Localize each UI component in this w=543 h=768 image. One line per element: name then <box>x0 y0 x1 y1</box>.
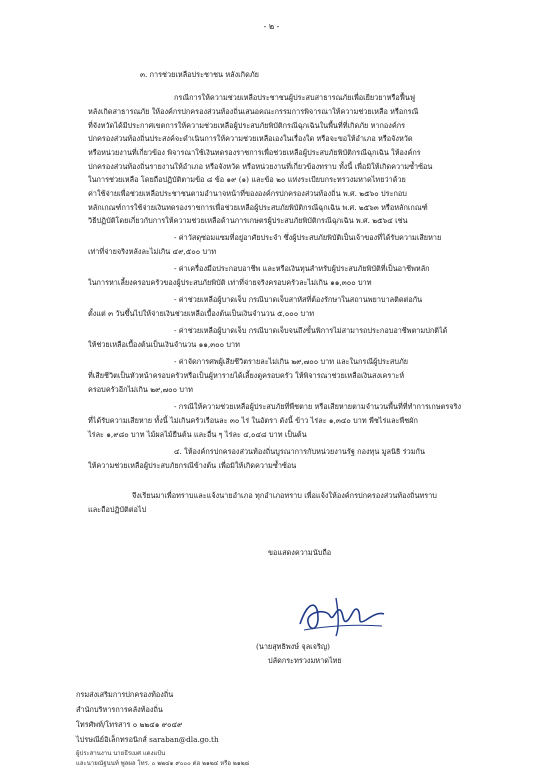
body-line: ให้ความช่วยเหลือผู้ประสบภัยกรณีข้างต้น เพื่อมิให้เกิดความซ้ำซ้อน <box>88 461 297 470</box>
body-line: - กรณีให้ความช่วยเหลือผู้ประสบภัยที่พืชตาย หรือเสียหายตามจำนวนพื้นที่ที่ทำการเกษตรจริง <box>174 402 462 411</box>
footer-contact: และนายณัฐนนท์ พูลผล โทร. ๐ ๒๒๔๑ ๙๐๐๐ ต่อ ๒๑๒๔ หรือ ๒๑๒๘ <box>76 760 250 767</box>
body-line: ที่ได้รับความเสียหาย ทั้งนี้ ไม่เกินครัวเรือนละ ๓๐ ไร่ ในอัตรา ดังนี้ ข้าว ไร่ละ ๑,๓๔๐ บาท พืชไร่และพืชผัก <box>88 416 418 425</box>
body-line: - ค่าจัดการศพผู้เสียชีวิตรายละไม่เกิน ๒๙,๗๐๐ บาท และในกรณีผู้ประสบภัย <box>174 357 409 366</box>
section-heading: ๓. การช่วยเหลือประชาชน หลังเกิดภัย <box>140 70 259 79</box>
body-line: ตั้งแต่ ๓ วันขึ้นไปให้จ่ายเงินช่วยเหลือเบื้องต้นเป็นเงินจำนวน ๕,๐๐๐ บาท <box>88 309 315 318</box>
body-line: - ค่าช่วยเหลือผู้บาดเจ็บ กรณีบาดเจ็บจนถึงขั้นพิการไม่สามารถประกอบอาชีพตามปกติได้ <box>174 326 448 335</box>
page-number: - ๒ - <box>263 22 280 31</box>
body-line: ในการช่วยเหลือ โดยถือปฏิบัติตามข้อ ๘ ข้อ ๑๙ (๑) และข้อ ๒๐ แห่งระเบียบกระทรวงมหาดไทยว่าด้วย <box>88 175 406 184</box>
body-line: จึงเรียนมาเพื่อทราบและแจ้งนายอำเภอ ทุกอำเภอทราบ เพื่อแจ้งให้องค์กรปกครองส่วนท้องถิ่นทราบ <box>132 491 437 500</box>
body-line: ให้ช่วยเหลือเบื้องต้นเป็นเงินจำนวน ๑๑,๓๐๐ บาท <box>88 340 240 349</box>
footer-phone: โทรศัพท์/โทรสาร ๐ ๒๒๔๑ ๙๐๔๙ <box>76 720 183 729</box>
signer-name: (นายสุทธิพงษ์ จุลเจริญ) <box>256 642 330 651</box>
body-line: ๔. ให้องค์กรปกครองส่วนท้องถิ่นบูรณาการกับหน่วยงานรัฐ กองทุน มูลนิธิ ร่วมกัน <box>174 447 425 456</box>
body-line: - ค่าวัสดุซ่อมแซมที่อยู่อาศัยประจำ ซึ่งผู้ประสบภัยพิบัติเป็นเจ้าของที่ได้รับความเสียหาย <box>174 233 442 242</box>
footer-department: กรมส่งเสริมการปกครองท้องถิ่น <box>76 690 174 699</box>
body-line: กรณีการให้ความช่วยเหลือประชาชนผู้ประสบสาธารณภัยเพื่อเยียวยาหรือฟื้นฟู <box>174 93 416 102</box>
body-line: และถือปฏิบัติต่อไป <box>88 505 147 514</box>
body-line: ปกครองส่วนท้องถิ่นรายงานให้อำเภอ หรือจังหวัด หรือหน่วยงานที่เกี่ยวข้องทราบ ทั้งนี้ เพื่อมิให้เกิดความซ้ำซ้อน <box>88 162 433 171</box>
body-line: หรือหน่วยงานที่เกี่ยวข้อง พิจารณาใช้เงินทดรองราชการเพื่อช่วยเหลือผู้ประสบภัยพิบัติกรณีฉุกเฉิน ให้องค์กร <box>88 148 421 157</box>
body-line: - ค่าช่วยเหลือผู้บาดเจ็บ กรณีบาดเจ็บสาหัสที่ต้องรักษาในสถานพยาบาลติดต่อกัน <box>174 295 423 304</box>
footer-email: ไปรษณีย์อิเล็กทรอนิกส์ saraban@dla.go.th <box>76 735 219 744</box>
body-line: ในการหาเลี้ยงครอบครัวของผู้ประสบภัยพิบัติ เท่าที่จ่ายจริงครอบครัวละไม่เกิน ๑๑,๓๐๐ บาท <box>88 278 372 287</box>
body-line: ค่าใช้จ่ายเพื่อช่วยเหลือประชาชนตามอำนาจหน้าที่ขององค์กรปกครองส่วนท้องถิ่น พ.ศ. ๒๕๖๐ ประกอบ <box>88 189 407 198</box>
body-line: ที่จังหวัดได้มีประกาศเขตการให้ความช่วยเหลือผู้ประสบภัยพิบัติกรณีฉุกเฉินในพื้นที่ที่เกิดภัย หากองค์กร <box>88 121 406 130</box>
footer-contact: ผู้ประสานงาน นายธีรเมศ แดงแป้น <box>76 750 166 757</box>
body-line: หลักเกณฑ์การใช้จ่ายเงินทดรองราชการเพื่อช่วยเหลือผู้ประสบภัยพิบัติกรณีฉุกเฉิน พ.ศ. ๒๕๖๓ หรือหลักเกณฑ์ <box>88 203 428 212</box>
body-line: ไร่ละ ๑,๙๘๐ บาท ไม้ผลไม้ยืนต้น และอื่น ๆ ไร่ละ ๔,๐๔๘ บาท เป็นต้น <box>88 430 307 439</box>
body-line: ครอบครัวอีกไม่เกิน ๒๙,๗๐๐ บาท <box>88 385 193 394</box>
body-line: วิธีปฏิบัติโดยเกี่ยวกับการให้ความช่วยเหลือด้านการเกษตรผู้ประสบภัยพิบัติกรณีฉุกเฉิน พ.ศ. ๒๕๖๔ เช่น <box>88 216 408 225</box>
signature-image <box>296 596 386 638</box>
body-line: ปกครองส่วนท้องถิ่นประสงค์จะดำเนินการให้ความช่วยเหลือเองในเรื่องใด หรือจะขอให้อำเภอ หรือจังหวัด <box>88 134 413 143</box>
body-line: หลังเกิดสาธารณภัย ให้องค์กรปกครองส่วนท้องถิ่นเสนอคณะกรรมการพิจารณาให้ความช่วยเหลือ หรือกรณี <box>88 107 419 116</box>
closing: ขอแสดงความนับถือ <box>268 548 332 557</box>
footer-office: สำนักบริหารการคลังท้องถิ่น <box>76 705 163 714</box>
body-line: เท่าที่จ่ายจริงหลังละไม่เกิน ๔๙,๕๐๐ บาท <box>88 247 217 256</box>
signer-title: ปลัดกระทรวงมหาดไทย <box>268 656 342 665</box>
body-line: - ค่าเครื่องมือประกอบอาชีพ และหรือเงินทุนสำหรับผู้ประสบภัยพิบัติที่เป็นอาชีพหลัก <box>174 264 430 273</box>
body-line: ที่เสียชีวิตเป็นหัวหน้าครอบครัวหรือเป็นผู้หารายได้เลี้ยงดูครอบครัว ให้พิจารณาช่วยเหลือเงินสงเคราะห์ <box>88 371 405 380</box>
